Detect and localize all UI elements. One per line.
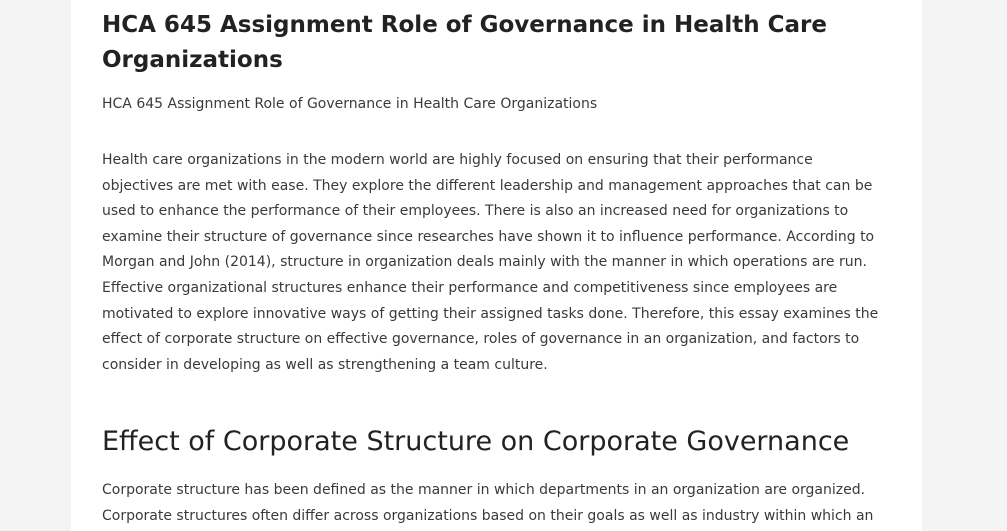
section-paragraph: Corporate structure has been defined as the manner in which departments in an organization are organized. Corporate structures often differ across organizations based on their goals as well as industry within which an [102,482,874,524]
section-heading: Effect of Corporate Structure on Corporate Governance [102,426,850,457]
intro-paragraph: Health care organizations in the modern world are highly focused on ensuring that their performance objectives are met with ease. They explore the different leadership and management approaches that can be used to enhance the performance of their employees. There is also an increased need for organizations to examine their structure of governance since researches have shown it to influence performance. According to Morgan and John (2014), structure in organization deals mainly with the manner in which operations are run. Effective organizational structures enhance their performance and competitiveness since employees are motivated to explore innovative ways of getting their assigned tasks done. Therefore, this essay examines the effect of corporate structure on effective governance, roles of governance in an organization, and factors to consider in developing as well as strengthening a team culture. [102,152,879,373]
article-subtitle: HCA 645 Assignment Role of Governance in Health Care Organizations [102,96,598,112]
article-title: HCA 645 Assignment Role of Governance in Health Care Organizations [102,12,827,73]
article-container [71,0,922,531]
